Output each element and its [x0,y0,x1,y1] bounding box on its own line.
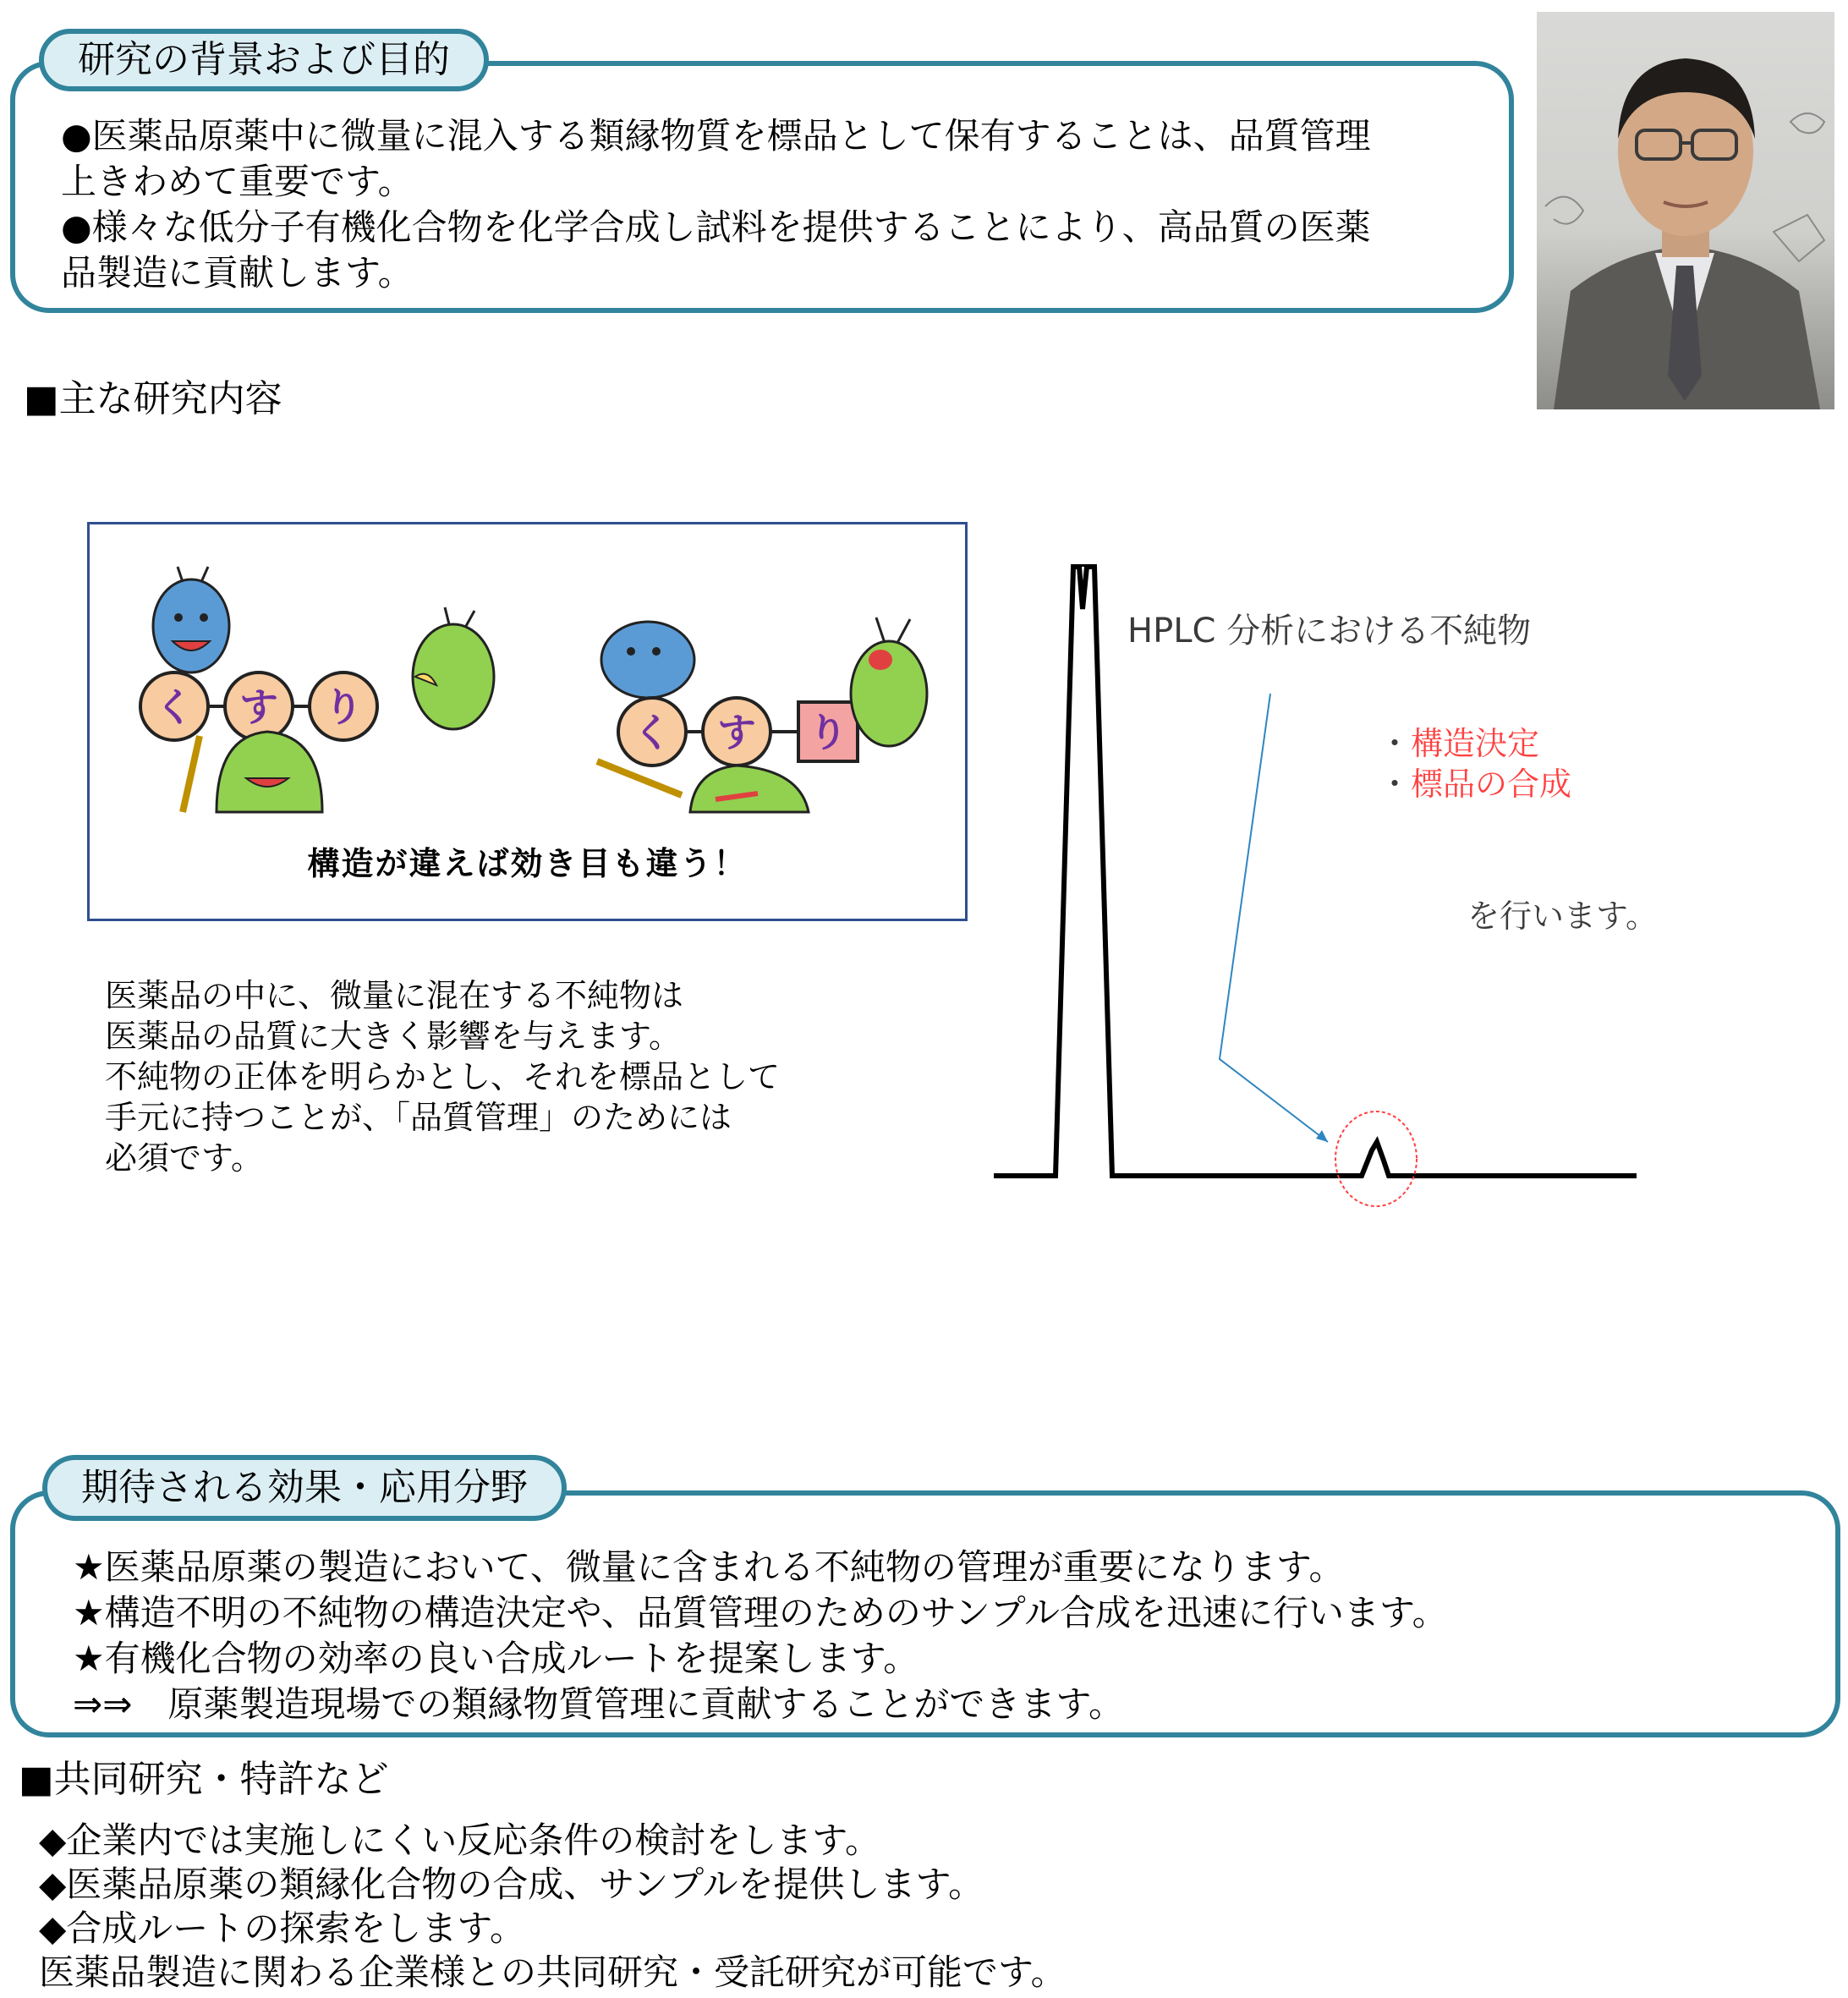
research-heading: ■主な研究内容 [24,377,282,420]
paragraph-line: 不純物の正体を明らかとし、それを標品として [105,1058,781,1095]
hplc-suffix: を行います。 [1467,897,1658,935]
researcher-photo [1537,12,1834,409]
effects-title: 期待される効果・応用分野 [42,1455,567,1521]
paragraph-line: 医薬品の中に、微量に混在する不純物は [105,977,684,1014]
cartoon-label: く [633,710,672,755]
collab-list [39,1819,1067,1995]
collab-line: ◆合成ルートの探索をします。 [39,1907,525,1949]
bullet-dot: ・ [1379,725,1412,762]
background-line: 上きわめて重要です。 [61,161,414,202]
effects-line: ★医薬品原薬の製造において、微量に含まれる不純物の管理が重要になります。 [73,1546,1345,1588]
collab-line: ◆企業内では実施しにくい反応条件の検討をします。 [39,1820,880,1861]
impurity-highlight [1335,1112,1417,1206]
effects-text [73,1545,1448,1727]
collab-line: ◆医薬品原薬の類縁化合物の合成、サンプルを提供します。 [39,1864,984,1905]
effects-line: ⇒⇒ 原薬製造現場での類縁物質管理に貢献することができます。 [73,1683,1125,1725]
background-title: 研究の背景および目的 [39,29,489,91]
paragraph-line: 手元に持つことが、「品質管理」のためには [105,1099,732,1136]
background-line: 品製造に貢献します。 [61,252,414,294]
cartoon-label: す [717,710,756,755]
collab-line: 医薬品製造に関わる企業様との共同研究・受託研究が可能です。 [39,1951,1067,1993]
bullet-dot: ・ [1379,766,1412,803]
bullet-text: 標品の合成 [1411,766,1572,803]
hplc-chromatogram [990,558,1649,1218]
cartoon-illustration [87,522,968,921]
cartoon-label: り [324,684,363,730]
hplc-bullet [1379,758,1571,804]
impurity-arrow [1220,694,1328,1142]
bullet-text: 構造決定 [1411,725,1540,762]
impurity-paragraph [105,975,780,1178]
cartoon-label: く [155,684,194,730]
cartoon-caption: 構造が違えば効き目も違う！ [307,845,748,882]
collab-heading: ■共同研究・特許など [19,1758,389,1801]
effects-line: ★構造不明の不純物の構造決定や、品質管理のためのサンプル合成を迅速に行います。 [73,1592,1448,1633]
hplc-title: HPLC 分析における不純物 [1127,612,1532,650]
background-line: ●医薬品原薬中に微量に混入する類縁物質を標品として保有することは、品質管理 [61,115,1371,156]
paragraph-line: 医薬品の品質に大きく影響を与えます。 [105,1018,681,1055]
hplc-bullet [1379,717,1539,764]
cartoon-label: り [809,710,847,755]
cartoon-drawing [90,524,965,829]
background-text [61,113,1371,296]
cartoon-label: す [239,684,278,730]
background-line: ●様々な低分子有機化合物を化学合成し試料を提供することにより、高品質の医薬 [61,206,1371,248]
paragraph-line: 必須です。 [105,1139,263,1177]
effects-line: ★有機化合物の効率の良い合成ルートを提案します。 [73,1638,919,1679]
